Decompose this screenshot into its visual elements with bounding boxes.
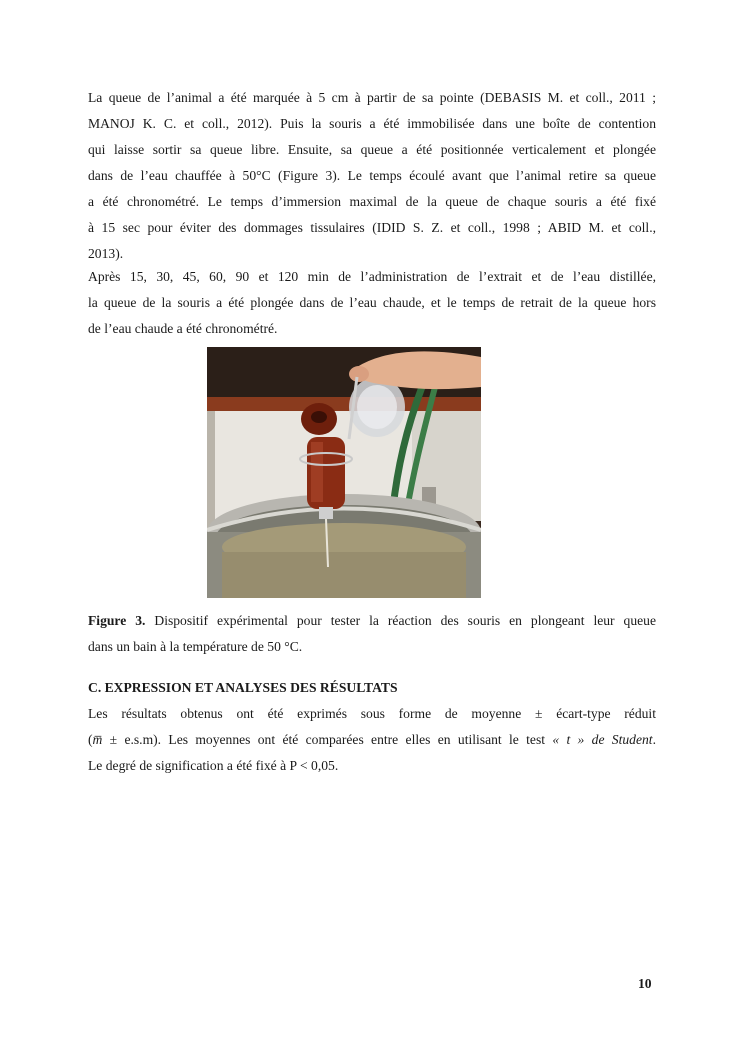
text-fragment: ( (88, 732, 93, 747)
text-line: MANOJ K. C. et coll., 2012). Puis la souris a été immobilisée dans une boîte de contention (88, 116, 656, 131)
text-line: Les résultats obtenus ont été exprimés sous forme de moyenne ± écart-type réduit (88, 706, 656, 721)
caption-line: dans un bain à la température de 50 °C. (88, 639, 303, 654)
section-heading: C. EXPRESSION ET ANALYSES DES RÉSULTATS (88, 680, 398, 695)
text-line: la queue de la souris a été plongée dans de l’eau chaude, et le temps de retrait de la queue hors (88, 295, 656, 310)
figure-3-photo (207, 347, 481, 598)
text-line: à 15 sec pour éviter des dommages tissulaires (IDID S. Z. et coll., 1998 ; ABID M. et coll., (88, 220, 656, 235)
text-line: a été chronométré. Le temps d’immersion maximal de la queue de chaque souris a été fixé (88, 194, 656, 209)
text-fragment: ± e.s.m). Les moyennes ont été comparées entre elles en utilisant le test (102, 732, 553, 747)
paragraph-timing (88, 264, 656, 342)
text-line: La queue de l’animal a été marquée à 5 cm à partir de sa pointe (DEBASIS M. et coll., 2011 ; (88, 90, 656, 105)
figure-label: Figure 3. (88, 613, 146, 628)
text-line: dans de l’eau chauffée à 50°C (Figure 3). Le temps écoulé avant que l’animal retire sa queue (88, 168, 656, 183)
test-name: « t » de Student (552, 732, 653, 747)
page-number: 10 (638, 976, 652, 991)
text-line: qui laisse sortir sa queue libre. Ensuite, sa queue a été positionnée verticalement et plongée (88, 142, 656, 157)
text-fragment: . (652, 732, 656, 747)
text-line: Après 15, 30, 45, 60, 90 et 120 min de l’administration de l’extrait et de l’eau distillée, (88, 269, 656, 284)
figure-3-caption (88, 608, 656, 660)
text-line: Le degré de signification a été fixé à P < 0,05. (88, 758, 339, 773)
mean-symbol: m̅ (92, 732, 103, 747)
text-line: 2013). (88, 246, 124, 261)
caption-line (88, 608, 656, 634)
caption-text: Dispositif expérimental pour tester la réaction des souris en plongeant leur queue (145, 613, 656, 628)
text-line: de l’eau chaude a été chronométré. (88, 321, 278, 336)
paragraph-tail-flick-method (88, 85, 656, 267)
text-line (88, 727, 656, 753)
paragraph-results (88, 701, 656, 779)
